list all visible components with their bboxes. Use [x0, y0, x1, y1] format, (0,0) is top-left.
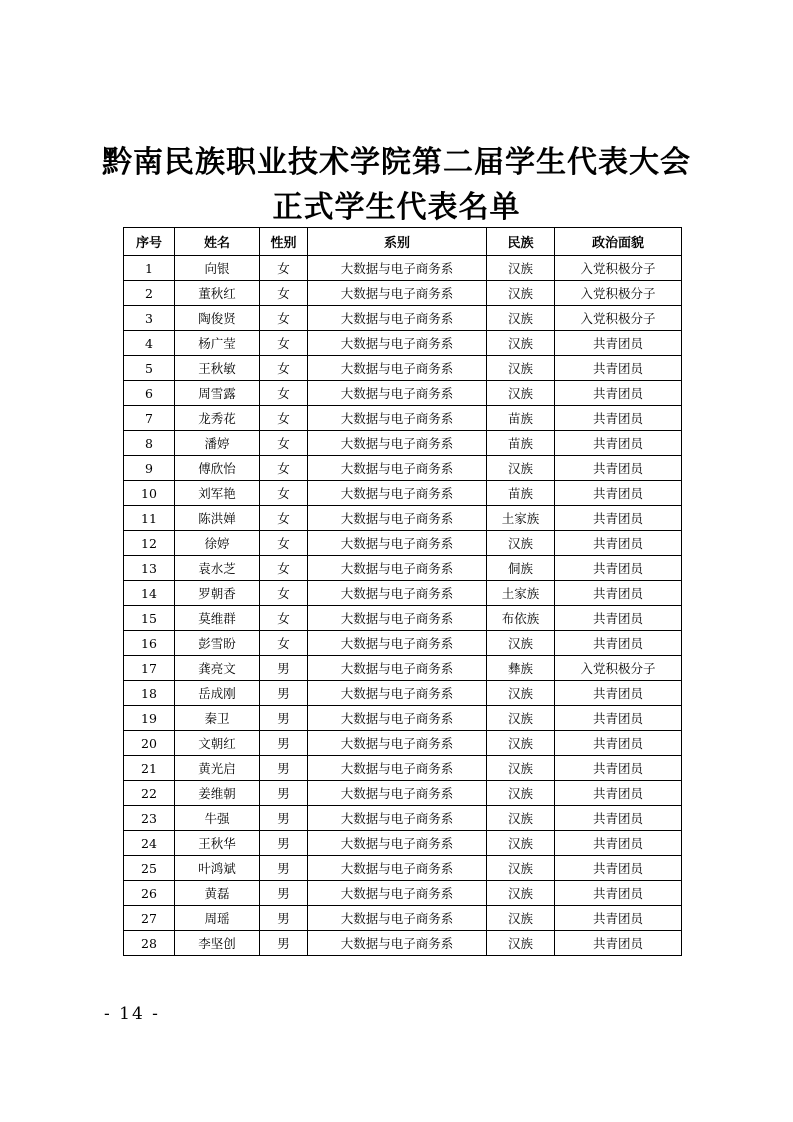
cell-political-status: 共青团员 [555, 406, 682, 431]
cell-political-status: 共青团员 [555, 931, 682, 956]
page-number: - 14 - [104, 1004, 160, 1024]
cell-ethnicity: 汉族 [487, 306, 555, 331]
cell-department: 大数据与电子商务系 [308, 631, 487, 656]
document-subtitle: 正式学生代表名单 [272, 190, 521, 225]
table-row [124, 556, 682, 581]
cell-name: 黄磊 [175, 881, 260, 906]
header-index: 序号 [124, 228, 175, 256]
cell-political-status: 入党积极分子 [555, 281, 682, 306]
cell-ethnicity: 苗族 [487, 431, 555, 456]
cell-name: 杨广莹 [175, 331, 260, 356]
cell-name: 秦卫 [175, 706, 260, 731]
cell-index: 3 [124, 306, 175, 331]
cell-gender: 女 [260, 331, 308, 356]
table-body [124, 256, 682, 956]
cell-department: 大数据与电子商务系 [308, 431, 487, 456]
document-title: 黔南民族职业技术学院第二届学生代表大会 [102, 145, 691, 180]
cell-political-status: 共青团员 [555, 431, 682, 456]
cell-department: 大数据与电子商务系 [308, 331, 487, 356]
cell-index: 18 [124, 681, 175, 706]
table-row [124, 706, 682, 731]
cell-name: 叶鸿斌 [175, 856, 260, 881]
table-row [124, 806, 682, 831]
table-row [124, 856, 682, 881]
table-row [124, 506, 682, 531]
cell-name: 周瑶 [175, 906, 260, 931]
cell-ethnicity: 汉族 [487, 381, 555, 406]
table-row [124, 256, 682, 281]
cell-gender: 女 [260, 556, 308, 581]
cell-ethnicity: 汉族 [487, 681, 555, 706]
cell-name: 李坚创 [175, 931, 260, 956]
cell-index: 21 [124, 756, 175, 781]
cell-department: 大数据与电子商务系 [308, 906, 487, 931]
cell-name: 董秋红 [175, 281, 260, 306]
cell-gender: 女 [260, 306, 308, 331]
cell-department: 大数据与电子商务系 [308, 306, 487, 331]
cell-index: 7 [124, 406, 175, 431]
cell-department: 大数据与电子商务系 [308, 656, 487, 681]
cell-index: 1 [124, 256, 175, 281]
cell-name: 罗朝香 [175, 581, 260, 606]
header-department: 系别 [308, 228, 487, 256]
table-row [124, 281, 682, 306]
cell-department: 大数据与电子商务系 [308, 856, 487, 881]
cell-name: 文朝红 [175, 731, 260, 756]
cell-gender: 女 [260, 431, 308, 456]
cell-name: 龙秀花 [175, 406, 260, 431]
table-row [124, 931, 682, 956]
table-row [124, 656, 682, 681]
cell-ethnicity: 汉族 [487, 731, 555, 756]
cell-gender: 女 [260, 406, 308, 431]
cell-political-status: 共青团员 [555, 856, 682, 881]
cell-political-status: 共青团员 [555, 706, 682, 731]
cell-political-status: 共青团员 [555, 831, 682, 856]
cell-department: 大数据与电子商务系 [308, 581, 487, 606]
cell-political-status: 共青团员 [555, 481, 682, 506]
table-row [124, 406, 682, 431]
table-row [124, 431, 682, 456]
cell-name: 王秋华 [175, 831, 260, 856]
table-row [124, 381, 682, 406]
table-row [124, 606, 682, 631]
cell-political-status: 共青团员 [555, 606, 682, 631]
cell-department: 大数据与电子商务系 [308, 256, 487, 281]
cell-political-status: 入党积极分子 [555, 306, 682, 331]
cell-ethnicity: 汉族 [487, 906, 555, 931]
cell-political-status: 入党积极分子 [555, 656, 682, 681]
cell-name: 向银 [175, 256, 260, 281]
table-row [124, 581, 682, 606]
cell-political-status: 共青团员 [555, 681, 682, 706]
cell-gender: 男 [260, 731, 308, 756]
cell-department: 大数据与电子商务系 [308, 756, 487, 781]
cell-political-status: 共青团员 [555, 756, 682, 781]
cell-ethnicity: 布依族 [487, 606, 555, 631]
cell-index: 25 [124, 856, 175, 881]
cell-gender: 男 [260, 931, 308, 956]
cell-gender: 女 [260, 281, 308, 306]
cell-political-status: 共青团员 [555, 881, 682, 906]
cell-department: 大数据与电子商务系 [308, 406, 487, 431]
cell-department: 大数据与电子商务系 [308, 381, 487, 406]
table-row [124, 881, 682, 906]
cell-index: 15 [124, 606, 175, 631]
cell-gender: 女 [260, 606, 308, 631]
cell-gender: 男 [260, 756, 308, 781]
cell-ethnicity: 汉族 [487, 931, 555, 956]
cell-ethnicity: 汉族 [487, 281, 555, 306]
cell-department: 大数据与电子商务系 [308, 831, 487, 856]
cell-index: 17 [124, 656, 175, 681]
cell-political-status: 共青团员 [555, 456, 682, 481]
cell-ethnicity: 汉族 [487, 806, 555, 831]
cell-index: 8 [124, 431, 175, 456]
header-name: 姓名 [175, 228, 260, 256]
cell-gender: 男 [260, 906, 308, 931]
cell-name: 袁水芝 [175, 556, 260, 581]
cell-political-status: 共青团员 [555, 356, 682, 381]
cell-index: 27 [124, 906, 175, 931]
cell-department: 大数据与电子商务系 [308, 931, 487, 956]
cell-gender: 女 [260, 581, 308, 606]
table-row [124, 906, 682, 931]
cell-gender: 男 [260, 781, 308, 806]
cell-department: 大数据与电子商务系 [308, 481, 487, 506]
cell-gender: 女 [260, 631, 308, 656]
cell-ethnicity: 侗族 [487, 556, 555, 581]
table-row [124, 531, 682, 556]
table-row [124, 331, 682, 356]
table-row [124, 781, 682, 806]
cell-political-status: 共青团员 [555, 781, 682, 806]
cell-name: 傅欣怡 [175, 456, 260, 481]
table-row [124, 731, 682, 756]
cell-gender: 男 [260, 706, 308, 731]
cell-name: 龚亮文 [175, 656, 260, 681]
cell-gender: 女 [260, 531, 308, 556]
cell-name: 周雪露 [175, 381, 260, 406]
table-row [124, 306, 682, 331]
cell-department: 大数据与电子商务系 [308, 706, 487, 731]
cell-gender: 女 [260, 481, 308, 506]
cell-gender: 男 [260, 831, 308, 856]
cell-index: 5 [124, 356, 175, 381]
cell-index: 10 [124, 481, 175, 506]
cell-name: 王秋敏 [175, 356, 260, 381]
cell-index: 2 [124, 281, 175, 306]
table-row [124, 456, 682, 481]
cell-index: 23 [124, 806, 175, 831]
cell-ethnicity: 汉族 [487, 856, 555, 881]
cell-ethnicity: 汉族 [487, 631, 555, 656]
cell-ethnicity: 土家族 [487, 581, 555, 606]
cell-index: 14 [124, 581, 175, 606]
cell-gender: 男 [260, 856, 308, 881]
cell-political-status: 共青团员 [555, 556, 682, 581]
cell-ethnicity: 土家族 [487, 506, 555, 531]
cell-department: 大数据与电子商务系 [308, 556, 487, 581]
cell-name: 陶俊贤 [175, 306, 260, 331]
cell-ethnicity: 苗族 [487, 481, 555, 506]
cell-name: 徐婷 [175, 531, 260, 556]
cell-political-status: 共青团员 [555, 731, 682, 756]
header-gender: 性别 [260, 228, 308, 256]
cell-name: 莫维群 [175, 606, 260, 631]
cell-index: 22 [124, 781, 175, 806]
table-row [124, 831, 682, 856]
cell-ethnicity: 汉族 [487, 781, 555, 806]
cell-ethnicity: 彝族 [487, 656, 555, 681]
cell-political-status: 共青团员 [555, 331, 682, 356]
cell-ethnicity: 汉族 [487, 706, 555, 731]
cell-name: 陈洪婵 [175, 506, 260, 531]
cell-name: 黄光启 [175, 756, 260, 781]
cell-ethnicity: 汉族 [487, 531, 555, 556]
cell-index: 28 [124, 931, 175, 956]
cell-political-status: 共青团员 [555, 631, 682, 656]
cell-index: 6 [124, 381, 175, 406]
cell-department: 大数据与电子商务系 [308, 456, 487, 481]
cell-political-status: 共青团员 [555, 506, 682, 531]
cell-political-status: 共青团员 [555, 906, 682, 931]
cell-department: 大数据与电子商务系 [308, 781, 487, 806]
cell-gender: 女 [260, 506, 308, 531]
cell-political-status: 共青团员 [555, 806, 682, 831]
cell-gender: 女 [260, 356, 308, 381]
cell-index: 11 [124, 506, 175, 531]
table-row [124, 631, 682, 656]
cell-ethnicity: 汉族 [487, 831, 555, 856]
cell-department: 大数据与电子商务系 [308, 806, 487, 831]
cell-name: 牛强 [175, 806, 260, 831]
cell-index: 13 [124, 556, 175, 581]
cell-ethnicity: 汉族 [487, 331, 555, 356]
cell-index: 24 [124, 831, 175, 856]
cell-gender: 男 [260, 656, 308, 681]
table-row [124, 681, 682, 706]
cell-department: 大数据与电子商务系 [308, 681, 487, 706]
cell-name: 彭雪盼 [175, 631, 260, 656]
cell-gender: 女 [260, 381, 308, 406]
cell-department: 大数据与电子商务系 [308, 881, 487, 906]
cell-department: 大数据与电子商务系 [308, 281, 487, 306]
cell-index: 9 [124, 456, 175, 481]
cell-gender: 女 [260, 256, 308, 281]
cell-political-status: 入党积极分子 [555, 256, 682, 281]
cell-name: 岳成刚 [175, 681, 260, 706]
cell-gender: 男 [260, 681, 308, 706]
header-ethnicity: 民族 [487, 228, 555, 256]
cell-index: 16 [124, 631, 175, 656]
cell-gender: 女 [260, 456, 308, 481]
cell-ethnicity: 汉族 [487, 756, 555, 781]
table-row [124, 756, 682, 781]
table-header-row [124, 228, 682, 256]
cell-index: 20 [124, 731, 175, 756]
cell-ethnicity: 汉族 [487, 881, 555, 906]
cell-index: 19 [124, 706, 175, 731]
cell-political-status: 共青团员 [555, 381, 682, 406]
cell-department: 大数据与电子商务系 [308, 606, 487, 631]
cell-political-status: 共青团员 [555, 581, 682, 606]
cell-gender: 男 [260, 881, 308, 906]
cell-name: 潘婷 [175, 431, 260, 456]
cell-name: 姜维朝 [175, 781, 260, 806]
cell-ethnicity: 汉族 [487, 256, 555, 281]
delegate-table [123, 227, 682, 956]
cell-index: 26 [124, 881, 175, 906]
cell-ethnicity: 汉族 [487, 356, 555, 381]
cell-department: 大数据与电子商务系 [308, 731, 487, 756]
table-row [124, 481, 682, 506]
cell-department: 大数据与电子商务系 [308, 531, 487, 556]
cell-political-status: 共青团员 [555, 531, 682, 556]
cell-gender: 男 [260, 806, 308, 831]
header-political-status: 政治面貌 [555, 228, 682, 256]
table-row [124, 356, 682, 381]
cell-ethnicity: 汉族 [487, 456, 555, 481]
cell-department: 大数据与电子商务系 [308, 356, 487, 381]
cell-index: 4 [124, 331, 175, 356]
cell-department: 大数据与电子商务系 [308, 506, 487, 531]
cell-ethnicity: 苗族 [487, 406, 555, 431]
cell-name: 刘军艳 [175, 481, 260, 506]
cell-index: 12 [124, 531, 175, 556]
